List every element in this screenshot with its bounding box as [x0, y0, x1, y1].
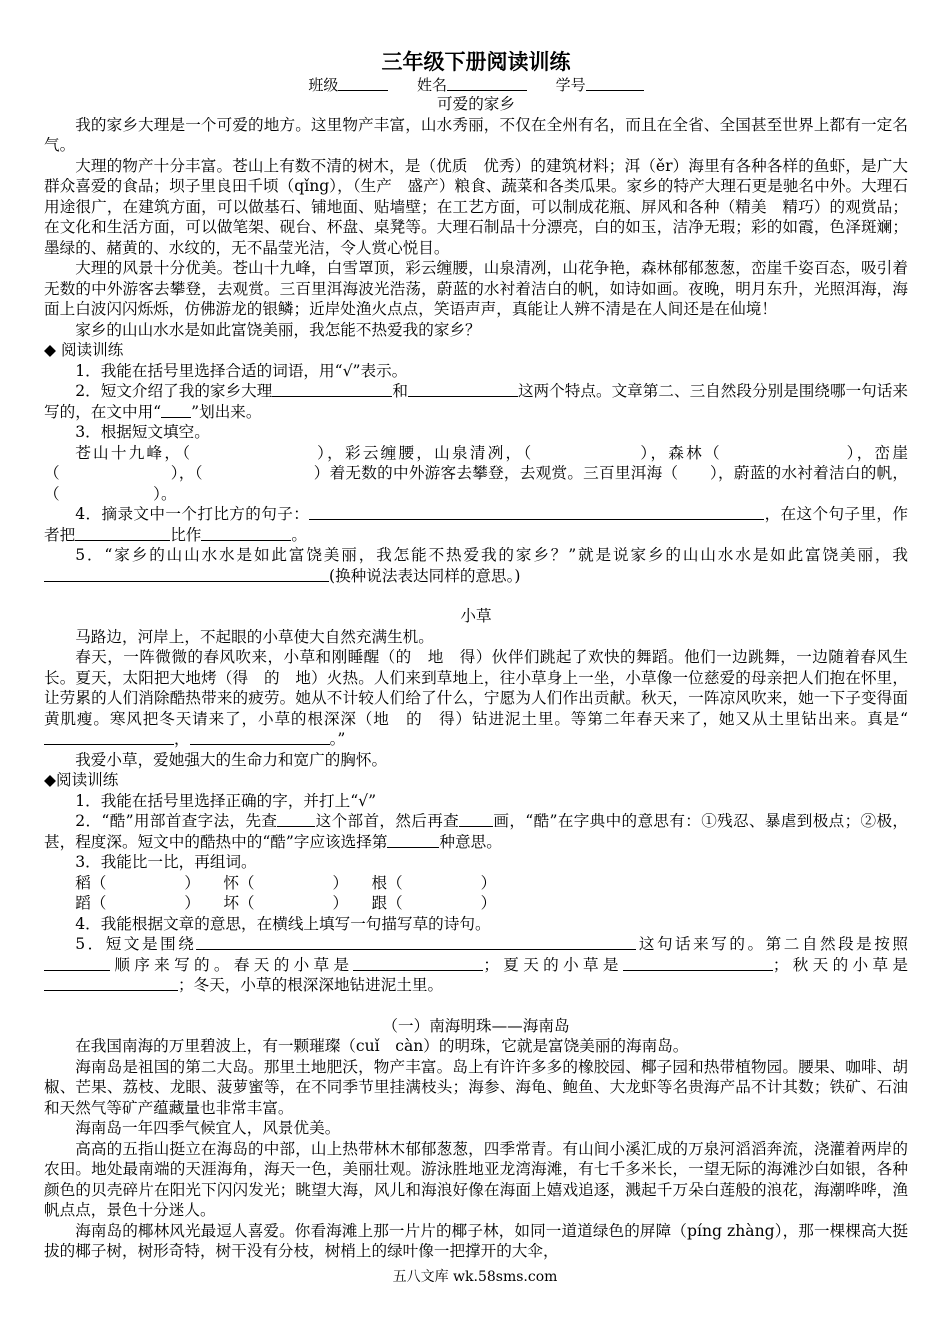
section1-title: 可爱的家乡: [437, 95, 515, 113]
document-page: [44, 48, 908, 1262]
question-text: ；秋天的小草是: [772, 955, 908, 974]
section3-paragraph: 海南岛的椰林风光最逗人喜爱。你看海滩上那一片片的椰子林，如同一道道绿色的屏障（píng zhàng），那一棵棵高大挺拔的椰子树，树形奇特，树干没有分枝，树梢上的绿叶像一把撑开的大伞，: [44, 1221, 908, 1260]
page-footer: 五八文库 wk.58sms.com: [392, 1269, 558, 1285]
spacer: [44, 586, 908, 606]
question-text: 这个部首，然后再查: [315, 812, 460, 830]
section2-exercise-heading: ◆阅读训练: [44, 771, 119, 789]
section1-question-3: 3．根据短文填空。: [75, 423, 210, 441]
paragraph-text: ，: [174, 730, 190, 748]
class-blank[interactable]: [338, 75, 388, 91]
answer-blank[interactable]: [190, 729, 330, 745]
section2-paragraph: 马路边，河岸上，不起眼的小草使大自然充满生机。: [75, 627, 434, 646]
name-label: 姓名: [416, 76, 447, 94]
answer-blank[interactable]: [201, 525, 291, 541]
question-text: 这句话来写的。第二自然段是按照: [636, 935, 908, 953]
answer-blank[interactable]: [44, 975, 178, 991]
section1-paragraph: 大理的物产十分丰富。苍山上有数不清的树木，是（优质 优秀）的建筑材料；洱（ěr）海里有各种各样的鱼虾，是广大群众喜爱的食品；坝子里良田千顷（qǐng），（生产 盛产）粮食、蔬菜和各类瓜果。家乡的特产大理石更是驰名中外。大理石用途很广，在建筑方面，可以做基石、铺地面、贴墙壁；在工艺方面，可以制成花瓶、屏风和各种（精美 精巧）的观赏品；在文化和生活方面，可以做笔架、砚台、杯盘、桌凳等。大理石制品十分漂亮，白的如玉，洁净无瑕；彩的如霞，色泽斑斓；墨绿的、赭黄的、水纹的，无不晶莹光洁，令人赏心悦目。: [44, 156, 908, 257]
answer-blank[interactable]: [44, 729, 174, 745]
question-text: ”划出来。: [191, 402, 262, 421]
section1-question-5: [44, 545, 908, 586]
section2-paragraph: 我爱小草，爱她强大的生命力和宽广的胸怀。: [75, 750, 388, 769]
question-text: ，在这个句子里，作者把: [44, 505, 908, 544]
answer-blank[interactable]: [272, 381, 392, 397]
spacer: [44, 996, 908, 1016]
answer-blank[interactable]: [161, 402, 191, 418]
answer-blank[interactable]: [623, 955, 773, 971]
answer-blank[interactable]: [44, 566, 329, 582]
question-text: (换种说法表达同样的意思。): [329, 566, 521, 585]
id-label: 学号: [555, 76, 586, 94]
question-text: 5．短文是围绕: [75, 935, 197, 953]
answer-blank[interactable]: [309, 504, 764, 520]
section1-question-1: 1．我能在括号里选择合适的词语，用“√”表示。: [75, 361, 408, 380]
question-text: 2．短文介绍了我的家乡大理: [75, 382, 273, 400]
question-text: 种意思。: [439, 832, 502, 851]
answer-blank[interactable]: [408, 381, 518, 397]
section3-paragraph: 高高的五指山挺立在海岛的中部，山上热带林木郁郁葱葱，四季常青。有山间小溪汇成的万泉河滔滔奔流，浇灌着两岸的农田。地处最南端的天涯海角，海天一色，美丽壮观。游泳胜地亚龙湾海滩，有七千多米长，一望无际的海滩沙白如银，各种颜色的贝壳碎片在阳光下闪闪发光；眺望大海，风儿和海浪好像在海面上嬉戏追逐，溅起千万朵白莲般的浪花，海潮哗哗，渔帆点点，景色十分迷人。: [44, 1139, 908, 1219]
question-text: 。: [291, 525, 308, 544]
id-blank[interactable]: [586, 75, 644, 91]
question-text: 这两个特点。文章第二、三自然段分别是围绕哪一句话来写的，在文中用“: [44, 382, 908, 421]
question-text: 画，“酷”在字典中的意思有：①残忍、暴虐到极点；②极，甚，程度深。短文中的酷热中的“酷”字应该选择第: [44, 812, 908, 851]
question-text: 比作: [170, 525, 202, 544]
section2-question-3: 3．我能比一比，再组词。: [75, 853, 257, 871]
question-text: 2．“酷”用部首查字法，先查: [75, 812, 278, 830]
section1-exercise-heading: ◆ 阅读训练: [44, 341, 124, 359]
question-text: 4．摘录文中一个打比方的句子：: [75, 505, 310, 523]
question-text: ；冬天，小草的根深深地钻进泥土里。: [178, 976, 444, 994]
section3-paragraph: 海南岛是祖国的第二大岛。那里土地肥沃，物产丰富。岛上有许许多多的橡胶园、椰子园和热带植物园。腰果、咖啡、胡椒、芒果、荔枝、龙眼、菠萝蜜等，在不同季节里挂满枝头；海参、海龟、鲍鱼、大龙虾等名贵海产品不计其数；铁矿、石油和天然气等矿产蕴藏量也非常丰富。: [44, 1057, 908, 1117]
student-info-line: [44, 75, 908, 94]
answer-blank[interactable]: [353, 955, 483, 971]
paragraph-text: 。”: [329, 730, 346, 748]
section2-question-1: 1．我能在括号里选择正确的字，并打上“√”: [75, 791, 377, 810]
paragraph-text: 春天，一阵微微的春风吹来，小草和刚睡醒（的 地 得）伙伴们跳起了欢快的舞蹈。他们一边跳舞，一边随着春风生长。夏天，太阳把大地烤（得 的 地）火热。人们来到草地上，往小草身上一坐，小草像一位慈爱的母亲把人们抱在怀里，让劳累的人们消除酷热带来的疲劳。她从不计较人们给了什么，宁愿为人们作出贡献。秋天，一阵凉风吹来，她一下子变得面黄肌瘦。寒风把冬天请来了，小草的根深深（地 的 得）钻进泥土里。等第二年春天来了，她又从土里钻出来。真是“: [44, 648, 908, 728]
section2-question-5: [44, 934, 908, 996]
section1-paragraph: 我的家乡大理是一个可爱的地方。这里物产丰富，山水秀丽，不仅在全州有名，而且在全省、全国甚至世界上都有一定名气。: [44, 115, 908, 154]
answer-blank[interactable]: [387, 832, 439, 848]
answer-blank[interactable]: [196, 934, 636, 950]
section1-question-4: [44, 504, 908, 545]
question-text: 5．“家乡的山山水水是如此富饶美丽，我怎能不热爱我的家乡？”就是说家乡的山山水水是如此富饶美丽，我: [75, 546, 908, 564]
section1-paragraph: 家乡的山山水水是如此富饶美丽，我怎能不热爱我的家乡？: [75, 320, 481, 339]
answer-blank[interactable]: [44, 955, 110, 971]
section3-paragraph: 海南岛一年四季气候宜人，风景优美。: [75, 1119, 341, 1137]
section1-paragraph: 大理的风景十分优美。苍山十九峰，白雪罩顶，彩云缠腰，山泉清冽，山花争艳，森林郁郁葱葱，峦崖千姿百态，吸引着无数的中外游客去攀登，去观赏。三百里洱海波光浩荡，蔚蓝的水衬着洁白的帆，如诗如画。夜晚，明月东升，光照洱海，海面上白波闪闪烁烁，仿佛游龙的银鳞；近岸处渔火点点，笑语声声，真能让人辨不清是在人间还是在仙境！: [44, 259, 908, 318]
answer-blank[interactable]: [277, 811, 315, 827]
section2-paragraph: [44, 647, 908, 750]
section2-question-3-row: 蹈（ ） 坏（ ） 跟（ ）: [75, 894, 497, 912]
section2-question-2: [44, 811, 908, 852]
question-text: ；夏天的小草是: [483, 955, 623, 974]
page-title: 三年级下册阅读训练: [381, 49, 571, 74]
answer-blank[interactable]: [75, 525, 170, 541]
section2-question-4: 4．我能根据文章的意思，在横线上填写一句描写草的诗句。: [75, 914, 491, 933]
section2-question-3-row: 稻（ ） 怀（ ） 根（ ）: [75, 873, 497, 892]
answer-blank[interactable]: [459, 811, 493, 827]
question-text: 顺序来写的。春天的小草是: [110, 955, 354, 974]
section1-question-2: [44, 381, 908, 422]
question-text: 和: [392, 382, 408, 400]
section3-paragraph: 在我国南海的万里碧波上，有一颗璀璨（cuǐ càn）的明珠，它就是富饶美丽的海南岛。: [75, 1037, 689, 1055]
section2-title: 小草: [460, 607, 492, 625]
name-blank[interactable]: [447, 75, 527, 91]
section3-title: （一）南海明珠——海南岛: [382, 1016, 570, 1035]
class-label: 班级: [308, 76, 339, 94]
section1-question-3-fill: 苍山十九峰，（ ），彩云缠腰，山泉清冽，（ ），森林（ ），峦崖（ ），（ ）着无数的中外游客去攀登，去观赏。三百里洱海（ ），蔚蓝的水衬着洁白的帆，（ ）。: [44, 443, 908, 503]
